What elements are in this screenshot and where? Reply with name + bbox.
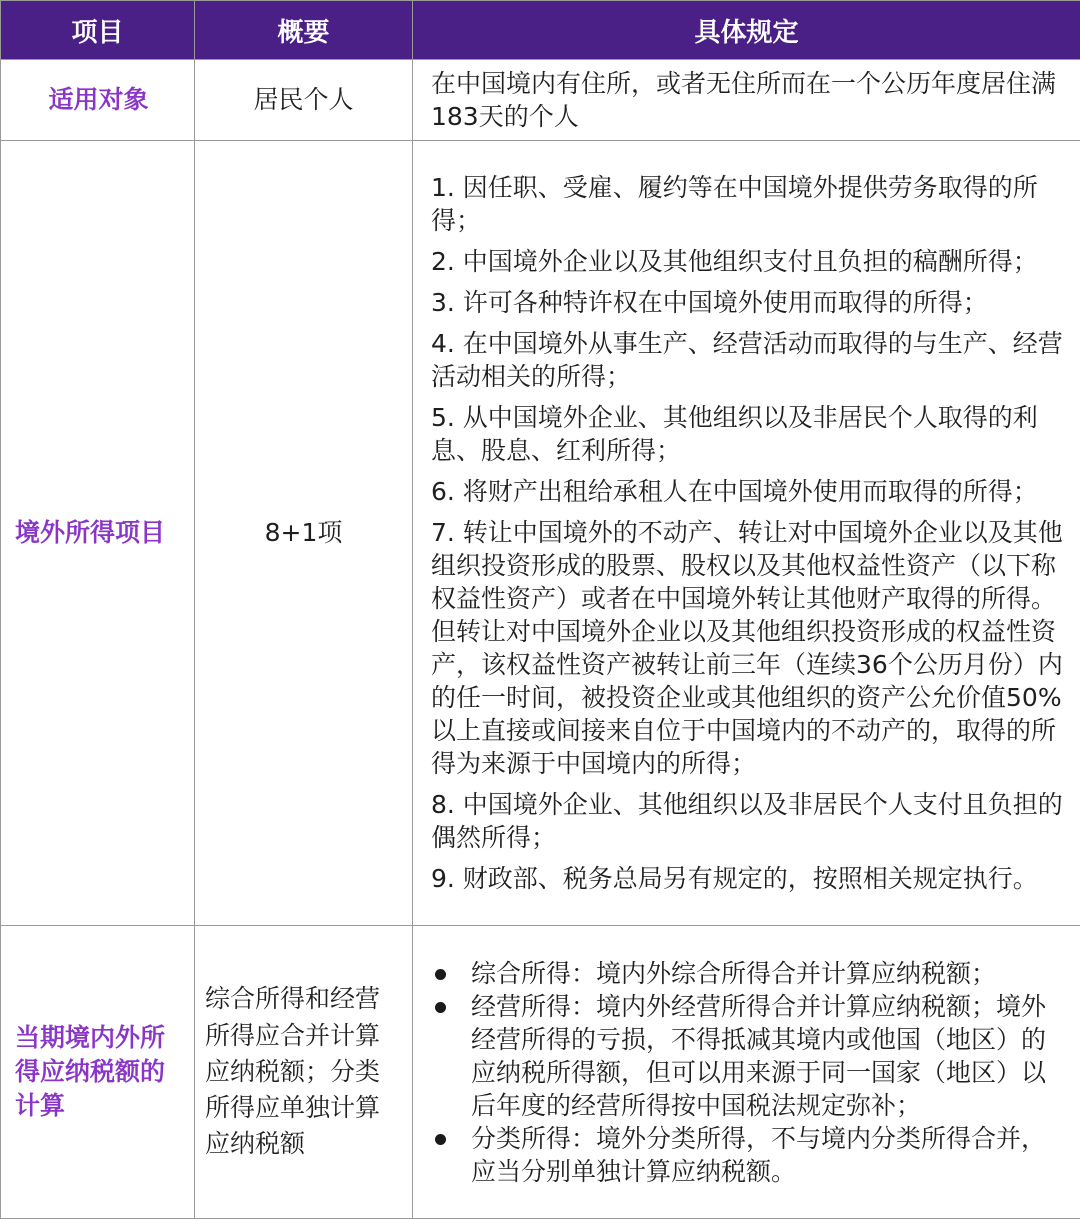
bullet-text: 综合所得：境内外综合所得合并计算应纳税额；	[471, 959, 996, 988]
list-item: 1. 因任职、受雇、履约等在中国境外提供劳务取得的所得；	[431, 171, 1070, 237]
list-item: 4. 在中国境外从事生产、经营活动而取得的与生产、经营活动相关的所得；	[431, 327, 1070, 393]
row-summary: 居民个人	[195, 60, 413, 141]
row-detail-bullets	[413, 926, 1080, 1219]
row-detail: 在中国境内有住所，或者无住所而在一个公历年度居住满183天的个人	[413, 60, 1080, 141]
bullet-dot-icon	[435, 969, 446, 980]
header-item: 项目	[1, 1, 195, 60]
bullet-text: 分类所得：境外分类所得，不与境内分类所得合并，应当分别单独计算应纳税额。	[471, 1124, 1046, 1186]
list-item: 7. 转让中国境外的不动产、转让对中国境外企业以及其他组织投资形成的股票、股权以及其他权益性资产（以下称权益性资产）或者在中国境外转让其他财产取得的所得。但转让对中国境外企业以及其他组织投资形成的权益性资产，该权益性资产被转让前三年（连续36个公历月份）内的任一时间，被投资企业或其他组织的资产公允价值50%以上直接或间接来自位于中国境内的不动产的，取得的所得为来源于中国境内的所得；	[431, 516, 1070, 780]
row-summary: 综合所得和经营所得应合并计算应纳税额；分类所得应单独计算应纳税额	[195, 926, 413, 1219]
header-detail: 具体规定	[413, 1, 1080, 60]
bullet-item	[431, 1122, 1070, 1188]
row-summary: 8+1项	[195, 141, 413, 926]
list-item: 6. 将财产出租给承租人在中国境外使用而取得的所得；	[431, 475, 1070, 508]
row-detail-list	[413, 141, 1080, 926]
bullet-item	[431, 957, 1070, 990]
list-item: 8. 中国境外企业、其他组织以及非居民个人支付且负担的偶然所得；	[431, 788, 1070, 854]
bullet-list	[431, 957, 1070, 1188]
bullet-item	[431, 990, 1070, 1122]
row-label: 当期境内外所得应纳税额的计算	[1, 926, 195, 1219]
bullet-text: 经营所得：境内外经营所得合并计算应纳税额；境外经营所得的亏损，不得抵减其境内或他国（地区）的应纳税所得额，但可以用来源于同一国家（地区）以后年度的经营所得按中国税法规定弥补；	[471, 992, 1046, 1120]
list-item: 2. 中国境外企业以及其他组织支付且负担的稿酬所得；	[431, 245, 1070, 278]
row-label: 适用对象	[1, 60, 195, 141]
list-item: 3. 许可各种特许权在中国境外使用而取得的所得；	[431, 286, 1070, 319]
header-row	[1, 1, 1080, 60]
table-row-overseas-income-items	[1, 141, 1080, 926]
table-row-tax-calculation	[1, 926, 1080, 1219]
bullet-dot-icon	[435, 1134, 446, 1145]
list-item: 5. 从中国境外企业、其他组织以及非居民个人取得的利息、股息、红利所得；	[431, 401, 1070, 467]
row-label: 境外所得项目	[1, 141, 195, 926]
list-item: 9. 财政部、税务总局另有规定的，按照相关规定执行。	[431, 862, 1070, 895]
header-summary: 概要	[195, 1, 413, 60]
table-row-applicable-subject	[1, 60, 1080, 141]
bullet-dot-icon	[435, 1002, 446, 1013]
